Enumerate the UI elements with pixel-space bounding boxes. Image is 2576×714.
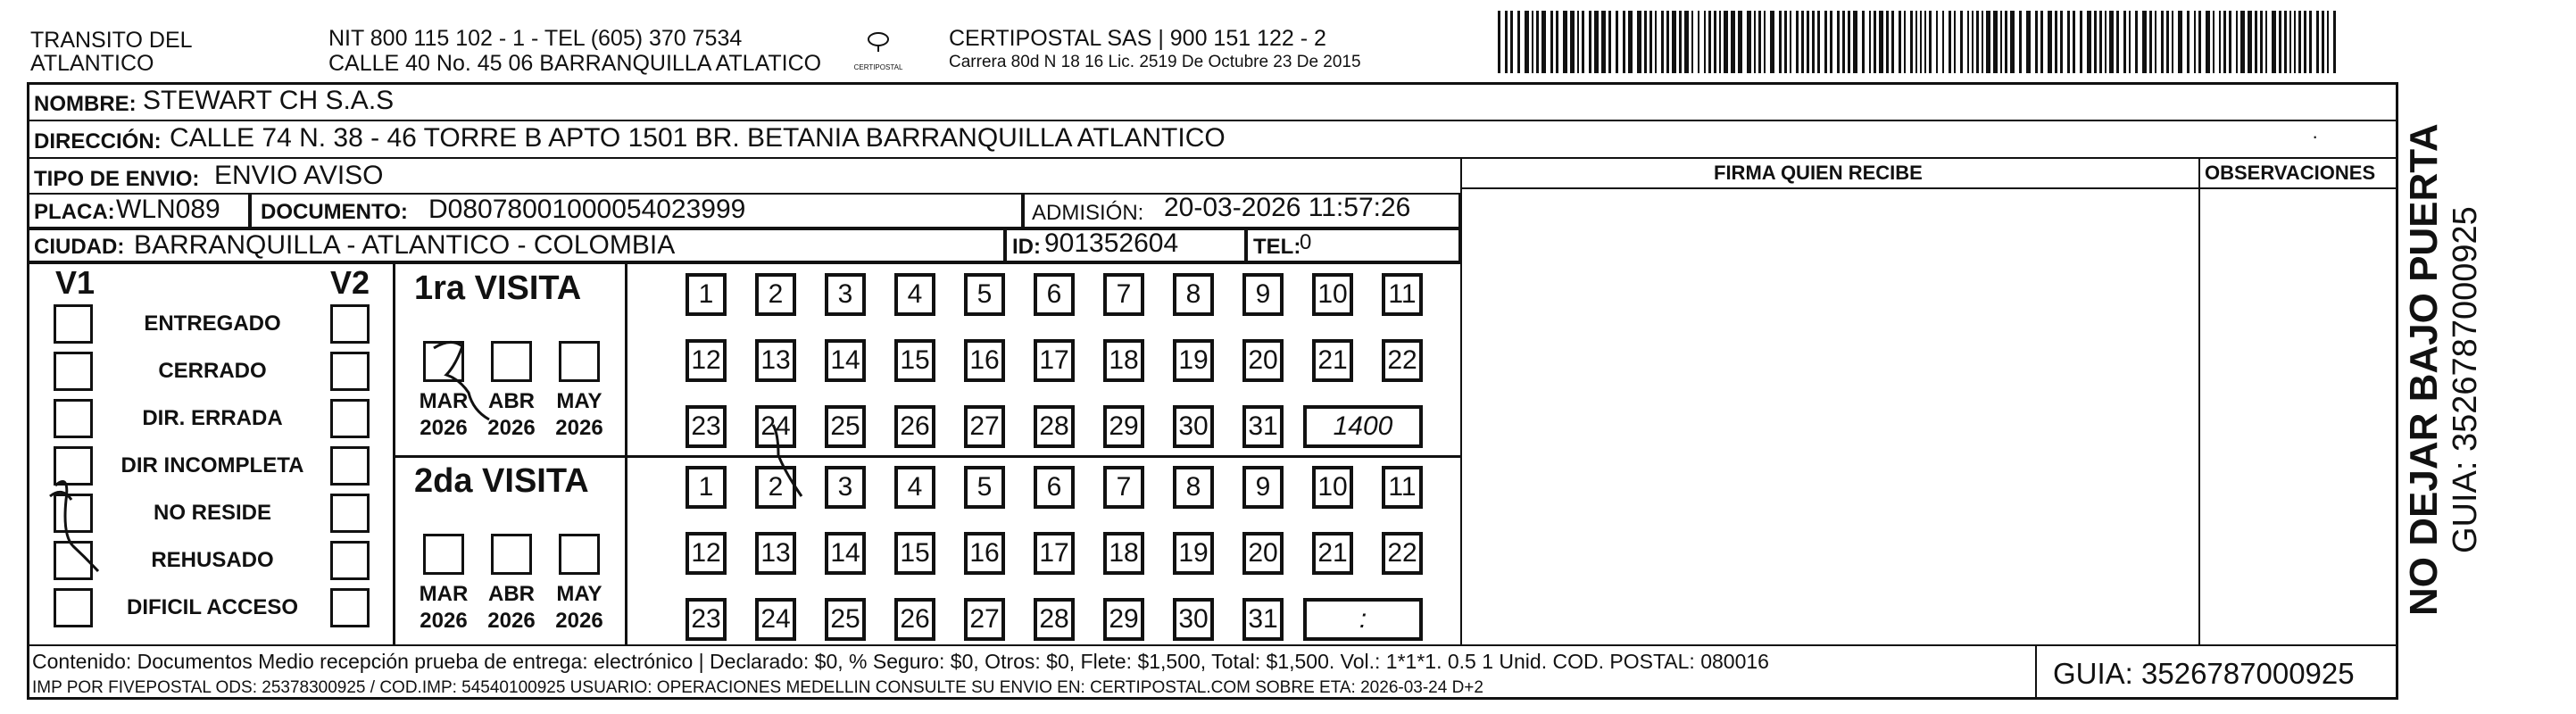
barcode-bar (2099, 11, 2102, 73)
month-label: MAY (556, 582, 602, 606)
barcode-bar (2272, 11, 2276, 73)
barcode-bar (1649, 11, 1652, 73)
barcode-bar (2060, 11, 2063, 73)
barcode (1498, 11, 2339, 73)
company-line: CERTIPOSTAL SAS | 900 151 122 - 2 (949, 26, 1326, 51)
id-value: 901352604 (1044, 228, 1179, 258)
barcode-bar (1623, 11, 1625, 73)
day-box[interactable]: 30 (1173, 405, 1214, 448)
day-box[interactable]: 29 (1103, 405, 1144, 448)
barcode-bar (1830, 11, 1832, 73)
observaciones-area[interactable] (2202, 191, 2395, 643)
org-name-line2: ATLANTICO (30, 51, 154, 76)
month-label: ABR (488, 582, 535, 606)
barcode-bar (1719, 11, 1721, 73)
status-label: DIFICIL ACCESO (126, 595, 298, 619)
barcode-bar (2219, 11, 2221, 73)
day-box[interactable]: 15 (894, 532, 935, 575)
barcode-bar (2178, 11, 2182, 73)
placa-label: PLACA: (34, 200, 115, 224)
barcode-bar (1577, 11, 1579, 73)
day-box[interactable]: 25 (825, 405, 866, 448)
barcode-bar (1608, 11, 1611, 73)
barcode-bar (1582, 11, 1584, 73)
barcode-bar (1954, 11, 1956, 73)
barcode-bar (1556, 11, 1558, 73)
barcode-bar (1801, 11, 1804, 73)
barcode-bar (2187, 11, 2190, 73)
month-label: ABR (488, 389, 535, 413)
status-label: CERRADO (158, 359, 267, 383)
day-box[interactable]: 14 (825, 532, 866, 575)
day-box[interactable]: 24 (755, 598, 796, 641)
barcode-bar (2087, 11, 2091, 73)
day-box[interactable]: 15 (894, 339, 935, 382)
barcode-bar (1666, 11, 1669, 73)
day-box[interactable]: 13 (755, 532, 796, 575)
day-box[interactable]: 20 (1242, 339, 1284, 382)
license-line: Carrera 80d N 18 16 Lic. 2519 De Octubre 23 De 2015 (949, 53, 1361, 71)
day-box[interactable]: 22 (1382, 532, 1423, 575)
imp-text: IMP POR FIVEPOSTAL ODS: 25378300925 / COD.IMP: 54540100925 USUARIO: OPERACIONES MEDELLIN CONSULTE SU ENVIO EN: CERTIPOSTAL.COM SOBRE ETA: 2026-03-24 D+2 (32, 678, 1483, 697)
barcode-bar (2048, 11, 2052, 73)
barcode-bar (2155, 11, 2156, 73)
barcode-bar (1698, 11, 1699, 73)
status-label: NO RESIDE (153, 501, 272, 525)
barcode-bar (1628, 11, 1633, 73)
day-box[interactable]: 27 (964, 405, 1005, 448)
barcode-bar (1708, 11, 1711, 73)
barcode-bar (2055, 11, 2057, 73)
day-box[interactable]: 5 (964, 273, 1005, 316)
day-box[interactable]: 8 (1173, 273, 1214, 316)
day-box[interactable]: 10 (1312, 466, 1353, 509)
day-box[interactable]: 25 (825, 598, 866, 641)
year-label: 2026 (487, 609, 536, 633)
visit-title: 1ra VISITA (414, 270, 582, 307)
barcode-bar (1637, 11, 1641, 73)
org-name-line1: TRANSITO DEL (30, 28, 193, 53)
barcode-bar (2322, 11, 2324, 73)
barcode-bar (2289, 11, 2291, 73)
day-box[interactable]: 11 (1382, 466, 1423, 509)
time-box[interactable]: 1400 (1303, 405, 1423, 448)
barcode-bar (1942, 11, 1944, 73)
barcode-bar (1505, 11, 1508, 73)
tel-label: TEL: (1253, 235, 1301, 259)
barcode-bar (2260, 11, 2263, 73)
barcode-bar (1929, 11, 1932, 73)
barcode-bar (1972, 11, 1974, 73)
no-dejar-bajo-puerta: NO DEJAR BAJO PUERTA (2402, 123, 2446, 616)
barcode-bar (2019, 11, 2022, 73)
side-guia: GUIA: 3526787000925 (2447, 206, 2484, 553)
barcode-bar (1812, 11, 1815, 73)
day-box[interactable]: 21 (1312, 532, 1353, 575)
day-box[interactable]: 7 (1103, 466, 1144, 509)
day-box[interactable]: 16 (964, 339, 1005, 382)
status-label: ENTREGADO (144, 311, 281, 336)
barcode-bar (2327, 11, 2329, 73)
barcode-bar (1796, 11, 1799, 73)
barcode-bar (1904, 11, 1906, 73)
day-box[interactable]: 13 (755, 339, 796, 382)
barcode-bar (1784, 11, 1787, 73)
barcode-bar (2123, 11, 2126, 73)
barcode-bar (1691, 11, 1693, 73)
barcode-bar (1915, 11, 1917, 73)
time-box[interactable]: : (1303, 598, 1423, 641)
day-box[interactable]: 3 (825, 273, 866, 316)
barcode-bar (1976, 11, 1979, 73)
barcode-bar (2236, 11, 2238, 73)
barcode-bar (2005, 11, 2007, 73)
barcode-bar (1862, 11, 1865, 73)
barcode-bar (2304, 11, 2306, 73)
barcode-bar (1993, 11, 1998, 73)
barcode-bar (1684, 11, 1689, 73)
day-box[interactable]: 20 (1242, 532, 1284, 575)
barcode-bar (1986, 11, 1990, 73)
barcode-bar (2206, 11, 2210, 73)
barcode-bar (1779, 11, 1782, 73)
day-box[interactable]: 28 (1034, 405, 1075, 448)
barcode-bar (2166, 11, 2169, 73)
barcode-bar (2265, 11, 2267, 73)
contenido-text: Contenido: Documentos Medio recepción prueba de entrega: electrónico | Declarado: $0, % Seguro: $0, Otros: $0, Flete: $1,500, Total: $1,500. Vol.: 1*1*1. 0.5 1 Unid. COD. POSTAL: 080016 (32, 650, 1769, 673)
barcode-bar (2198, 11, 2201, 73)
barcode-bar (2026, 11, 2031, 73)
day-box[interactable]: 11 (1382, 273, 1423, 316)
day-box[interactable]: 9 (1242, 466, 1284, 509)
day-box[interactable]: 31 (1242, 405, 1284, 448)
barcode-bar (2116, 11, 2119, 73)
barcode-bar (1982, 11, 1983, 73)
barcode-bar (1874, 11, 1876, 73)
barcode-bar (2010, 11, 2015, 73)
barcode-bar (1536, 11, 1539, 73)
day-box[interactable]: 21 (1312, 339, 1353, 382)
barcode-bar (2040, 11, 2043, 73)
barcode-bar (1738, 11, 1742, 73)
barcode-bar (2149, 11, 2152, 73)
barcode-bar (1714, 11, 1716, 73)
day-box[interactable]: 9 (1242, 273, 1284, 316)
day-box[interactable]: 12 (686, 339, 727, 382)
barcode-bar (2229, 11, 2231, 73)
barcode-bar (2240, 11, 2245, 73)
barcode-bar (1899, 11, 1901, 73)
barcode-bar (2105, 11, 2107, 73)
barcode-bar (1817, 11, 1820, 73)
barcode-bar (1731, 11, 1735, 73)
barcode-bar (1853, 11, 1857, 73)
barcode-bar (1589, 11, 1591, 73)
v2-header: V2 (330, 264, 370, 301)
day-box[interactable]: 16 (964, 532, 1005, 575)
barcode-bar (2255, 11, 2257, 73)
nombre-value: STEWART CH S.A.S (143, 86, 395, 115)
firma-label: FIRMA QUIEN RECIBE (1714, 162, 1923, 184)
barcode-bar (2213, 11, 2215, 73)
barcode-bar (2129, 11, 2131, 73)
barcode-bar (1724, 11, 1728, 73)
barcode-bar (2298, 11, 2301, 73)
barcode-bar (1594, 11, 1599, 73)
barcode-bar (1837, 11, 1840, 73)
day-box[interactable]: 12 (686, 532, 727, 575)
day-box[interactable]: 23 (686, 598, 727, 641)
documento-value: D08078001000054023999 (428, 195, 746, 224)
admision-label: ADMISIÓN: (1032, 201, 1144, 225)
year-label: 2026 (487, 416, 536, 440)
day-box[interactable]: 23 (686, 405, 727, 448)
documento-label: DOCUMENTO: (261, 200, 408, 224)
day-box[interactable]: 18 (1103, 339, 1144, 382)
barcode-bar (2073, 11, 2075, 73)
barcode-bar (1936, 11, 1938, 73)
barcode-bar (2279, 11, 2281, 73)
day-box[interactable]: 28 (1034, 598, 1075, 641)
barcode-bar (1563, 11, 1567, 73)
barcode-bar (1924, 11, 1926, 73)
month-label: MAY (556, 389, 602, 413)
side-guia-wrap (2446, 107, 2490, 553)
day-box[interactable]: 30 (1173, 598, 1214, 641)
barcode-bar (2000, 11, 2002, 73)
day-box[interactable]: 4 (894, 466, 935, 509)
day-box[interactable]: 7 (1103, 273, 1144, 316)
day-box[interactable]: 17 (1034, 532, 1075, 575)
day-box[interactable]: 1 (686, 466, 727, 509)
day-box[interactable]: 8 (1173, 466, 1214, 509)
barcode-bar (2223, 11, 2226, 73)
day-box[interactable]: 10 (1312, 273, 1353, 316)
divider (1460, 187, 2398, 189)
day-box[interactable]: 6 (1034, 273, 1075, 316)
firma-area[interactable] (1464, 191, 2196, 643)
day-box[interactable]: 24 (755, 405, 796, 448)
barcode-bar (1525, 11, 1529, 73)
svg-text:CERTIPOSTAL: CERTIPOSTAL (853, 63, 903, 71)
barcode-bar (2161, 11, 2164, 73)
day-box[interactable]: 14 (825, 339, 866, 382)
year-label: 2026 (420, 416, 468, 440)
barcode-bar (1764, 11, 1766, 73)
barcode-bar (2109, 11, 2114, 73)
tipo-envio-value: ENVIO AVISO (214, 161, 384, 190)
barcode-bar (1770, 11, 1774, 73)
barcode-bar (1758, 11, 1761, 73)
barcode-bar (1672, 11, 1676, 73)
barcode-bar (1960, 11, 1963, 73)
day-box[interactable]: 6 (1034, 466, 1075, 509)
day-box[interactable]: 1 (686, 273, 727, 316)
barcode-bar (1920, 11, 1922, 73)
barcode-bar (1517, 11, 1520, 73)
day-box[interactable]: 3 (825, 466, 866, 509)
barcode-bar (2194, 11, 2196, 73)
barcode-bar (1704, 11, 1706, 73)
day-box[interactable]: 5 (964, 466, 1005, 509)
barcode-bar (2035, 11, 2038, 73)
day-box[interactable]: 31 (1242, 598, 1284, 641)
day-box[interactable]: 22 (1382, 339, 1423, 382)
barcode-bar (1949, 11, 1951, 73)
day-box[interactable]: 26 (894, 598, 935, 641)
admision-value: 20-03-2026 11:57:26 (1164, 193, 1411, 222)
divider (2198, 157, 2200, 644)
month-label: MAR (419, 582, 469, 606)
id-label: ID: (1012, 235, 1041, 259)
placa-value: WLN089 (116, 195, 220, 224)
day-box[interactable]: 2 (755, 273, 796, 316)
barcode-bar (2333, 11, 2336, 73)
barcode-bar (1498, 11, 1500, 73)
barcode-bar (1541, 11, 1546, 73)
barcode-bar (1824, 11, 1827, 73)
barcode-bar (2094, 11, 2097, 73)
status-label: DIR INCOMPLETA (120, 453, 304, 477)
barcode-bar (1848, 11, 1850, 73)
day-box[interactable]: 4 (894, 273, 935, 316)
barcode-bar (2172, 11, 2173, 73)
direccion-value: CALLE 74 N. 38 - 46 TORRE B APTO 1501 BR. BETANIA BARRANQUILLA ATLANTICO (170, 123, 1226, 153)
visit-title: 2da VISITA (414, 462, 589, 500)
nombre-label: NOMBRE: (34, 92, 137, 116)
barcode-bar (1550, 11, 1553, 73)
barcode-bar (1661, 11, 1664, 73)
barcode-bar (1570, 11, 1575, 73)
barcode-bar (2284, 11, 2287, 73)
barcode-bar (1891, 11, 1894, 73)
barcode-bar (1679, 11, 1682, 73)
day-box[interactable]: 29 (1103, 598, 1144, 641)
barcode-bar (1807, 11, 1809, 73)
barcode-bar (1616, 11, 1618, 73)
address-line: CALLE 40 No. 45 06 BARRANQUILLA ATLATICO (328, 51, 822, 76)
barcode-bar (1747, 11, 1751, 73)
day-box[interactable]: 19 (1173, 339, 1214, 382)
barcode-bar (1601, 11, 1606, 73)
barcode-bar (2248, 11, 2252, 73)
barcode-bar (2309, 11, 2312, 73)
day-box[interactable]: 26 (894, 405, 935, 448)
year-label: 2026 (555, 609, 603, 633)
dot-mark: · (2312, 125, 2319, 147)
barcode-bar (1879, 11, 1883, 73)
barcode-bar (1886, 11, 1889, 73)
day-box[interactable]: 27 (964, 598, 1005, 641)
day-box[interactable]: 2 (755, 466, 796, 509)
v1-header: V1 (55, 264, 96, 301)
ciudad-value: BARRANQUILLA - ATLANTICO - COLOMBIA (134, 230, 676, 260)
barcode-bar (1644, 11, 1647, 73)
year-label: 2026 (555, 416, 603, 440)
barcode-bar (2080, 11, 2082, 73)
guia-box-text: GUIA: 3526787000925 (2053, 657, 2355, 690)
barcode-bar (2142, 11, 2147, 73)
barcode-bar (1967, 11, 1969, 73)
barcode-bar (1754, 11, 1756, 73)
observaciones-label: OBSERVACIONES (2205, 162, 2376, 184)
nit-line: NIT 800 115 102 - 1 - TEL (605) 370 7534 (328, 26, 743, 51)
day-box[interactable]: 17 (1034, 339, 1075, 382)
barcode-bar (1842, 11, 1845, 73)
ciudad-label: CIUDAD: (34, 235, 125, 259)
barcode-bar (2316, 11, 2319, 73)
status-label: REHUSADO (151, 548, 274, 572)
year-label: 2026 (420, 609, 468, 633)
barcode-bar (2135, 11, 2138, 73)
direccion-label: DIRECCIÓN: (34, 129, 162, 154)
month-label: MAR (419, 389, 469, 413)
barcode-bar (1655, 11, 1657, 73)
barcode-bar (1790, 11, 1791, 73)
day-box[interactable]: 19 (1173, 532, 1214, 575)
barcode-bar (2294, 11, 2296, 73)
barcode-bar (1510, 11, 1513, 73)
tel-value: 0 (1300, 230, 1312, 254)
barcode-bar (2067, 11, 2070, 73)
barcode-bar (1910, 11, 1913, 73)
tipo-envio-label: TIPO DE ENVIO: (34, 167, 200, 191)
barcode-bar (1532, 11, 1533, 73)
status-label: DIR. ERRADA (142, 406, 283, 430)
barcode-bar (1869, 11, 1871, 73)
day-box[interactable]: 18 (1103, 532, 1144, 575)
